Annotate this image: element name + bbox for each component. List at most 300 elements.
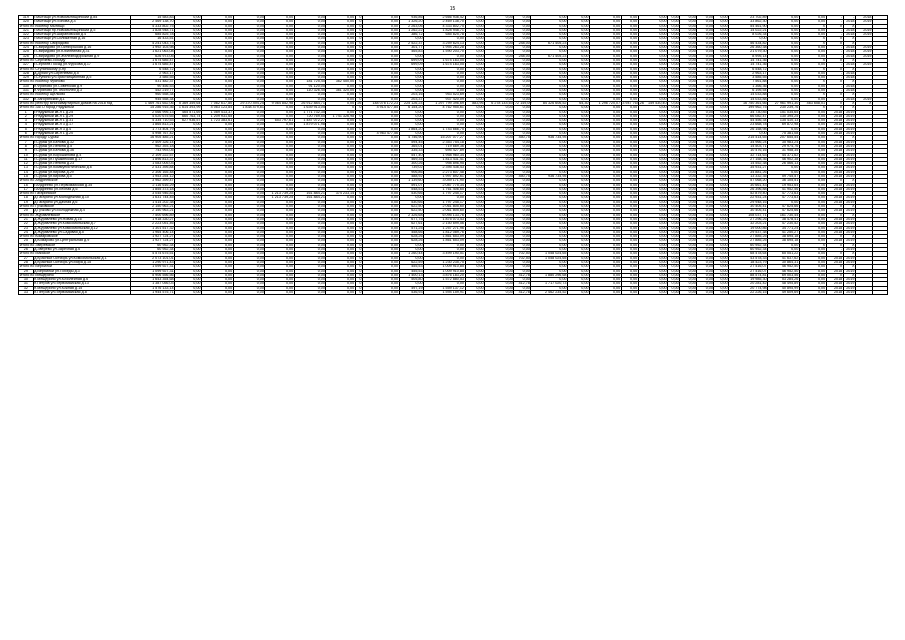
value-cell: 0,00 <box>697 282 714 286</box>
value-cell: 0,00 <box>714 46 729 50</box>
value-cell: X <box>843 243 855 247</box>
value-cell: 0,00 <box>175 213 202 217</box>
value-cell: 0,00 <box>531 119 568 123</box>
value-cell: 34 730,85 <box>729 110 768 114</box>
value-cell: 0,00 <box>465 230 485 234</box>
value-cell: 0,00 <box>568 46 590 50</box>
value-cell: 43 578,33 <box>729 256 768 260</box>
value-cell: 0,00 <box>485 41 514 45</box>
value-cell: 0,00 <box>326 217 355 221</box>
value-cell: 2019 <box>843 157 855 161</box>
value-cell: 0,00 <box>680 282 697 286</box>
value-cell: 0,00 <box>697 243 714 247</box>
value-cell: 0,00 <box>514 170 531 174</box>
value-cell: 0,00 <box>697 140 714 144</box>
value-cell: 0,00 <box>294 132 326 136</box>
value-cell: 0,00 <box>531 71 568 75</box>
value-cell: 0,00 <box>175 136 202 140</box>
value-cell: 0 <box>355 157 362 161</box>
value-cell: 0,00 <box>697 217 714 221</box>
value-cell: 0,00 <box>697 41 714 45</box>
value-cell: 2 116 616,29 <box>131 183 175 187</box>
value-cell: 0,00 <box>175 192 202 196</box>
value-cell: 0,00 <box>399 80 423 84</box>
value-cell: 0,00 <box>697 179 714 183</box>
value-cell: 0,00 <box>714 110 729 114</box>
value-cell: 0,00 <box>590 140 622 144</box>
value-cell: 0,00 <box>326 16 355 20</box>
value-cell: 0,00 <box>326 170 355 174</box>
value-cell: 2 469 138,70 <box>131 20 175 24</box>
value-cell: 0,00 <box>485 157 514 161</box>
address-cell: д.Дубки ул.Сиреневая д.5 <box>33 71 131 75</box>
value-cell: 2019 <box>856 33 873 37</box>
address-cell: д.Вербилки ул.Победы д.3 <box>33 269 131 273</box>
address-cell: г.Радужный кв-л 3 д.17 <box>33 123 131 127</box>
value-cell: 0,00 <box>714 217 729 221</box>
value-cell: 571,25 <box>399 226 423 230</box>
value-cell: 0,00 <box>768 46 800 50</box>
value-cell: 0,00 <box>175 37 202 41</box>
value-cell: 1 838 479,81 <box>233 106 265 110</box>
value-cell: 0,00 <box>714 196 729 200</box>
value-cell: 0,00 <box>326 205 355 209</box>
value-cell: 0,00 <box>175 187 202 191</box>
value-cell: 0,00 <box>485 106 514 110</box>
value-cell: 0,00 <box>680 265 697 269</box>
value-cell: 27 296,26 <box>729 217 768 221</box>
value-cell: 0,00 <box>621 226 638 230</box>
value-cell: 0,00 <box>294 174 326 178</box>
value-cell: 60 952,34 <box>729 248 768 252</box>
value-cell: 0,00 <box>568 106 590 110</box>
value-cell: 0,00 <box>680 170 697 174</box>
value-cell: 54 461,90 <box>729 24 768 28</box>
row-number-cell: 330 <box>19 84 34 88</box>
value-cell: 1 290 971,43 <box>131 260 175 264</box>
row-number-cell: 332 <box>19 97 34 101</box>
value-cell: 0,00 <box>294 243 326 247</box>
value-cell: 1 927 724,27 <box>131 235 175 239</box>
value-cell: 0,00 <box>768 54 800 58</box>
value-cell: 0,00 <box>233 20 265 24</box>
value-cell: 2018 <box>826 239 843 243</box>
value-cell: 52 879,40 <box>729 192 768 196</box>
value-cell: 0,00 <box>714 273 729 277</box>
value-cell: 2018 <box>826 149 843 153</box>
value-cell: X <box>799 106 826 110</box>
value-cell: 0,00 <box>294 162 326 166</box>
value-cell: 0,00 <box>638 226 667 230</box>
value-cell: 0 <box>355 123 362 127</box>
value-cell: 0,00 <box>202 16 234 20</box>
value-cell: 0,00 <box>233 282 265 286</box>
value-cell: 2018 <box>826 140 843 144</box>
value-cell: 0,00 <box>485 226 514 230</box>
value-cell: 0,00 <box>363 200 400 204</box>
value-cell: 0,00 <box>202 166 234 170</box>
value-cell: 0,00 <box>768 33 800 37</box>
value-cell: 0,00 <box>485 239 514 243</box>
value-cell: 0,00 <box>680 123 697 127</box>
value-cell: 0,00 <box>714 33 729 37</box>
value-cell: 0,00 <box>568 179 590 183</box>
value-cell: 0,00 <box>202 153 234 157</box>
value-cell: 0,00 <box>465 235 485 239</box>
value-cell: 0,00 <box>768 20 800 24</box>
value-cell: 34 881,26 <box>729 170 768 174</box>
value-cell: 0,00 <box>668 213 680 217</box>
value-cell: 0,00 <box>424 243 465 247</box>
value-cell: 48 495,89 <box>768 282 800 286</box>
value-cell: 0,00 <box>668 136 680 140</box>
value-cell: 2 963,17 <box>131 71 175 75</box>
value-cell: 0,00 <box>799 217 826 221</box>
value-cell: 0,00 <box>531 132 568 136</box>
value-cell: 0,00 <box>531 235 568 239</box>
value-cell: 0,00 <box>697 97 714 101</box>
value-cell: 0,00 <box>233 58 265 62</box>
value-cell: 1 414 202,38 <box>131 200 175 204</box>
value-cell: 0,00 <box>233 119 265 123</box>
value-cell: 0,00 <box>568 123 590 127</box>
row-number-cell: 1 <box>19 110 34 114</box>
row-number-cell: 15 <box>19 174 34 178</box>
value-cell: 0,00 <box>531 89 568 93</box>
value-cell: 0,00 <box>485 248 514 252</box>
value-cell: 0,00 <box>363 89 400 93</box>
value-cell: 0,00 <box>568 71 590 75</box>
row-number-cell: 11 <box>19 157 34 161</box>
value-cell: 0,00 <box>424 84 465 88</box>
value-cell: 0,00 <box>233 291 265 295</box>
value-cell: X <box>826 80 843 84</box>
value-cell: 0,00 <box>768 80 800 84</box>
value-cell: 0,00 <box>799 153 826 157</box>
address-cell: п.Загорянский д.1 <box>33 97 131 101</box>
row-number-cell: 24 <box>19 230 34 234</box>
value-cell: 0,00 <box>697 84 714 88</box>
value-cell: 0,00 <box>202 76 234 80</box>
address-cell: г.Мытищи ул.Шараповская д.4 <box>33 33 131 37</box>
value-cell: 0,00 <box>697 162 714 166</box>
value-cell: 0,00 <box>424 123 465 127</box>
value-cell: 0,00 <box>233 46 265 50</box>
value-cell: 0,00 <box>590 153 622 157</box>
value-cell: 699,09 <box>399 63 423 67</box>
value-cell: 84 326 606,52 <box>531 101 568 105</box>
value-cell: 2 326,68 <box>399 213 423 217</box>
value-cell: 4 963 477,56 <box>363 132 400 136</box>
value-cell: 0,00 <box>668 153 680 157</box>
value-cell: 2 522,37 <box>399 41 423 45</box>
value-cell: 0,00 <box>265 265 294 269</box>
value-cell: 1 009 910,85 <box>424 269 465 273</box>
value-cell: 0,00 <box>680 114 697 118</box>
value-cell: 0,00 <box>514 213 531 217</box>
value-cell: 2 462 234,52 <box>531 291 568 295</box>
value-cell: 2019 <box>843 230 855 234</box>
value-cell: 0,00 <box>265 239 294 243</box>
value-cell: 0,00 <box>680 84 697 88</box>
row-number-cell: 327 <box>19 63 34 67</box>
value-cell: 0,00 <box>568 248 590 252</box>
value-cell: 2018 <box>826 187 843 191</box>
value-cell: 0,00 <box>621 166 638 170</box>
value-cell: 0,00 <box>514 76 531 80</box>
value-cell: 0,00 <box>621 67 638 71</box>
value-cell: 0,00 <box>485 16 514 20</box>
value-cell: 1 631 744,45 <box>131 196 175 200</box>
value-cell: 0,00 <box>621 97 638 101</box>
value-cell: 0,00 <box>465 265 485 269</box>
value-cell: 0,00 <box>233 89 265 93</box>
value-cell: 0,00 <box>294 239 326 243</box>
address-cell: г.Сураж ул.Белова д.36 <box>33 149 131 153</box>
value-cell: 0,00 <box>465 114 485 118</box>
address-cell: г.Сураж ул.Кирова д.29 <box>33 170 131 174</box>
value-cell: 0,00 <box>485 123 514 127</box>
value-cell: 0,00 <box>233 256 265 260</box>
value-cell: 0,00 <box>621 162 638 166</box>
value-cell: 0,00 <box>568 50 590 54</box>
value-cell: 0,00 <box>638 157 667 161</box>
address-cell: п.Фряново ул.Текстилей д.3 <box>33 89 131 93</box>
value-cell <box>873 291 888 295</box>
value-cell: 0,00 <box>799 119 826 123</box>
value-cell: 0,00 <box>799 291 826 295</box>
value-cell: 0,00 <box>294 230 326 234</box>
value-cell: 0,00 <box>668 71 680 75</box>
value-cell: 2018 <box>826 256 843 260</box>
value-cell: 0,00 <box>680 260 697 264</box>
value-cell: 0,00 <box>621 222 638 226</box>
value-cell: 0,00 <box>768 28 800 32</box>
value-cell: 0,00 <box>233 33 265 37</box>
value-cell: 458,66 <box>399 230 423 234</box>
value-cell: 0,00 <box>531 16 568 20</box>
value-cell: - <box>826 16 843 20</box>
value-cell: 0 <box>355 84 362 88</box>
value-cell: 0,00 <box>465 239 485 243</box>
value-cell: 0,00 <box>514 58 531 62</box>
value-cell: 0,00 <box>697 235 714 239</box>
value-cell: 0,00 <box>621 248 638 252</box>
capital-repair-table <box>18 15 888 295</box>
value-cell: 0,00 <box>175 166 202 170</box>
value-cell: 0,00 <box>680 291 697 295</box>
value-cell: 0,00 <box>233 162 265 166</box>
value-cell: 0,00 <box>697 230 714 234</box>
value-cell: 0,00 <box>680 28 697 32</box>
value-cell: 0,00 <box>568 187 590 191</box>
value-cell: 0,00 <box>531 239 568 243</box>
value-cell: 0,00 <box>799 205 826 209</box>
value-cell: 0,00 <box>590 24 622 28</box>
value-cell: 0,00 <box>668 235 680 239</box>
value-cell: 0,00 <box>697 269 714 273</box>
value-cell: 0,00 <box>294 37 326 41</box>
value-cell: 0,00 <box>465 93 485 97</box>
value-cell: 0,00 <box>514 110 531 114</box>
value-cell: 30 661,43 <box>729 183 768 187</box>
value-cell: 0,00 <box>514 209 531 213</box>
value-cell: 0,00 <box>326 235 355 239</box>
subtotal-label-cell: Итого по поселку Фряново <box>19 80 131 84</box>
value-cell: 2018 <box>826 282 843 286</box>
row-number-cell: 320 <box>19 20 34 24</box>
value-cell: 0,00 <box>233 179 265 183</box>
value-cell: 0 <box>355 41 362 45</box>
value-cell: 0,00 <box>175 80 202 84</box>
value-cell: 1 964 406,14 <box>131 230 175 234</box>
value-cell: 0,00 <box>363 217 400 221</box>
value-cell: 0,00 <box>326 93 355 97</box>
value-cell: 0,00 <box>590 205 622 209</box>
value-cell: 0,00 <box>175 67 202 71</box>
value-cell: 90 456,53 <box>131 84 175 88</box>
value-cell: - <box>843 16 855 20</box>
value-cell: 0,00 <box>638 149 667 153</box>
value-cell: 0,00 <box>714 28 729 32</box>
value-cell: 0,00 <box>638 239 667 243</box>
value-cell: 2019 <box>856 46 873 50</box>
value-cell: 60 952,34 <box>131 243 175 247</box>
table-body <box>19 16 888 295</box>
value-cell: 1 083 005,03 <box>131 162 175 166</box>
value-cell: 0,00 <box>485 127 514 131</box>
value-cell: 0,00 <box>465 127 485 131</box>
value-cell: X <box>843 192 855 196</box>
value-cell: 0,00 <box>363 67 400 71</box>
value-cell: 9 064 852,98 <box>265 101 294 105</box>
value-cell: 0,00 <box>465 196 485 200</box>
value-cell: 0,00 <box>233 265 265 269</box>
value-cell: 0,00 <box>363 291 400 295</box>
value-cell: 0,00 <box>768 41 800 45</box>
value-cell: 0,00 <box>714 256 729 260</box>
value-cell: 0,00 <box>621 119 638 123</box>
value-cell: 0,00 <box>680 54 697 58</box>
value-cell: 68 478,64 <box>729 252 768 256</box>
value-cell: 0,00 <box>714 282 729 286</box>
value-cell: 0,00 <box>668 196 680 200</box>
value-cell: 130 395,25 <box>768 114 800 118</box>
value-cell: 0,00 <box>202 136 234 140</box>
value-cell: 0,00 <box>680 205 697 209</box>
value-cell: 0,00 <box>326 286 355 290</box>
value-cell: 0,00 <box>326 243 355 247</box>
value-cell: 0,00 <box>638 84 667 88</box>
value-cell: 0,00 <box>638 97 667 101</box>
value-cell: 0,00 <box>363 76 400 80</box>
value-cell: 0 <box>355 170 362 174</box>
value-cell: 0,00 <box>233 222 265 226</box>
value-cell: 0,00 <box>514 179 531 183</box>
value-cell: - <box>826 89 843 93</box>
value-cell: 335,33 <box>399 149 423 153</box>
value-cell: 2019 <box>843 170 855 174</box>
value-cell: 0,00 <box>768 71 800 75</box>
value-cell: 0,00 <box>294 226 326 230</box>
subtotal-label-cell: Итого по Гагаринское <box>19 192 131 196</box>
value-cell: 0,00 <box>326 71 355 75</box>
value-cell: 0,00 <box>202 265 234 269</box>
value-cell: 0,00 <box>621 235 638 239</box>
value-cell: X <box>843 273 855 277</box>
value-cell: 2018 <box>843 76 855 80</box>
value-cell: 72 149,00 <box>514 100 532 105</box>
value-cell: 0,00 <box>202 80 234 84</box>
value-cell: 0,00 <box>465 41 485 45</box>
value-cell: 0,00 <box>568 41 590 45</box>
value-cell: 0,00 <box>638 286 667 290</box>
value-cell: X <box>826 192 843 196</box>
value-cell: 0,00 <box>326 67 355 71</box>
value-cell: 0,00 <box>175 132 202 136</box>
value-cell: 0,00 <box>714 230 729 234</box>
value-cell: 0,00 <box>568 84 590 88</box>
value-cell: 0,00 <box>714 149 729 153</box>
value-cell: 0,00 <box>590 174 622 178</box>
value-cell: 0,00 <box>531 97 568 101</box>
address-cell: г.Сураж ул.Ленина д.23 <box>33 162 131 166</box>
value-cell: 0,00 <box>590 183 622 187</box>
value-cell: 0,00 <box>697 20 714 24</box>
value-cell: 0,00 <box>638 76 667 80</box>
value-cell: 0,00 <box>175 252 202 256</box>
value-cell: 0,00 <box>668 239 680 243</box>
value-cell: 0,00 <box>697 76 714 80</box>
value-cell: 0,00 <box>363 110 400 114</box>
value-cell: 0,00 <box>424 248 465 252</box>
address-cell: г.Мытищи ул.Попова д.4 <box>33 20 131 24</box>
value-cell: 0,00 <box>568 37 590 41</box>
value-cell: 0,00 <box>590 16 622 20</box>
value-cell: 1 559 137,12 <box>424 286 465 290</box>
value-cell: 0,00 <box>265 106 294 110</box>
value-cell: 0,00 <box>233 63 265 67</box>
value-cell: 743 993,05 <box>131 149 175 153</box>
value-cell: 0,00 <box>697 205 714 209</box>
value-cell: 0,00 <box>714 226 729 230</box>
value-cell: - <box>826 46 843 50</box>
value-cell: 0,00 <box>399 37 423 41</box>
value-cell: 0,00 <box>265 136 294 140</box>
value-cell: 0,00 <box>202 291 234 295</box>
value-cell: 0,00 <box>175 222 202 226</box>
value-cell: 2019 <box>843 174 855 178</box>
value-cell: 0,00 <box>668 114 680 118</box>
value-cell: 0,00 <box>680 166 697 170</box>
value-cell: 0,00 <box>265 179 294 183</box>
value-cell: 0,00 <box>668 286 680 290</box>
value-cell: 1 576 133,14 <box>131 286 175 290</box>
value-cell: 26 912 884,71 <box>294 101 326 105</box>
value-cell: 0,00 <box>326 140 355 144</box>
value-cell: 0,00 <box>668 106 680 110</box>
value-cell: 0,00 <box>621 123 638 127</box>
value-cell: 0,00 <box>465 123 485 127</box>
value-cell: 0,00 <box>363 213 400 217</box>
value-cell: 536,93 <box>399 291 423 295</box>
value-cell: 0,00 <box>202 192 234 196</box>
value-cell: 0,00 <box>714 192 729 196</box>
value-cell: 0,00 <box>265 213 294 217</box>
value-cell: 0,00 <box>265 166 294 170</box>
value-cell: 719 669,36 <box>424 144 465 148</box>
value-cell: 0,00 <box>233 54 265 58</box>
